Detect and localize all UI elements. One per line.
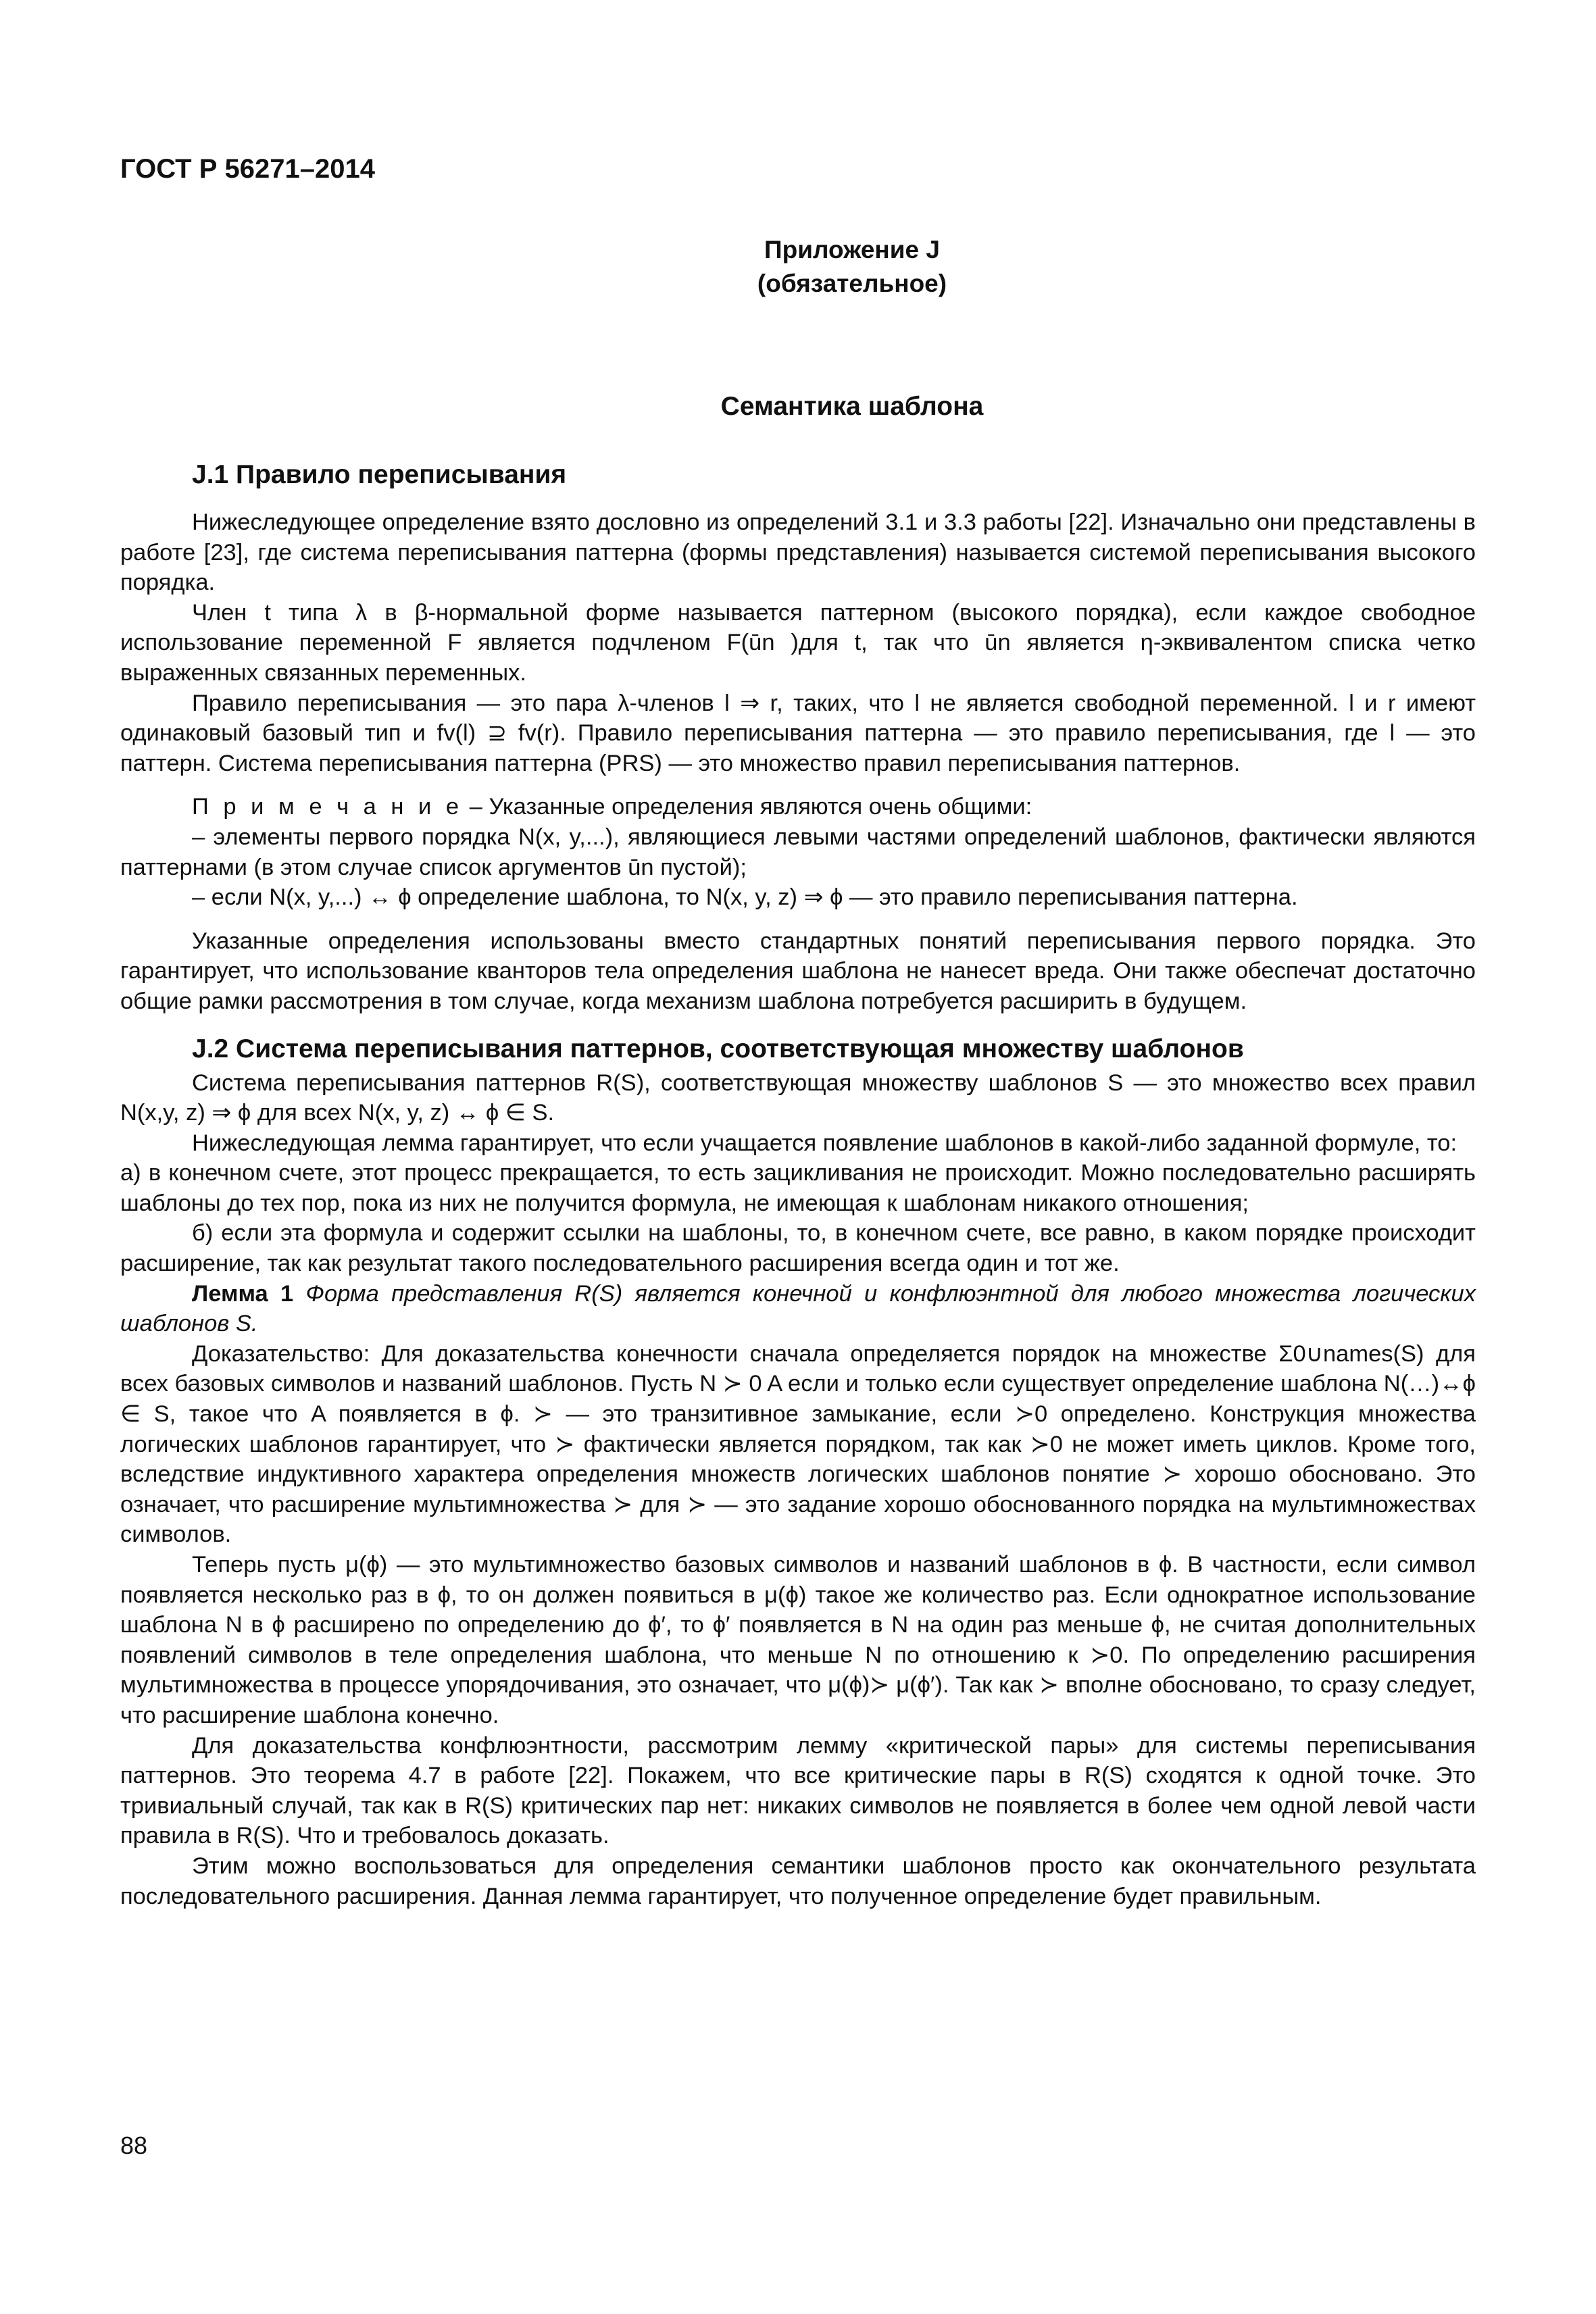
lemma (120, 1279, 1476, 1339)
paragraph: Этим можно воспользоваться для определения семантики шаблонов просто как окончательного результата последовательного расширения. Данная лемма гарантирует, что полученное определение будет правильным. (120, 1853, 1476, 1909)
paragraph: Теперь пусть μ(ϕ) — это мультимножество базовых символов и названий шаблонов в ϕ. В частности, если символ появляется несколько раз в ϕ, то он должен появиться в μ(ϕ) такое же количество раз. Если однократное использование шаблона N в ϕ расширено по определению до ϕ′, то ϕ′ появляется в N на один раз меньше ϕ, не считая дополнительных появлений символов в теле определения шаблона, что меньше N по отношению к ≻0. По определению расширения мультимножества в процессе упорядочивания, это означает, что μ(ϕ)≻ μ(ϕ′). Так как ≻ вполне обосновано, то сразу следует, что расширение шаблона конечно. (120, 1552, 1476, 1728)
lemma-label: Лемма 1 (192, 1280, 294, 1307)
paragraph: Член t типа λ в β-нормальной форме называется паттерном (высокого порядка), если каждое свободное использование переменной F является подчленом F(ūn )для t, так что ūn является η-эквивалентом списка четко выраженных связанных переменных. (120, 599, 1476, 686)
paragraph: Система переписывания паттернов R(S), соответствующая множеству шаблонов S — это множество всех правил N(x,y, z) ⇒ ϕ для всех N(x, y, z) ↔ ϕ ∈ S. (120, 1070, 1476, 1126)
note-text: – Указанные определения являются очень общими: (463, 794, 1032, 820)
annex-heading (0, 233, 1596, 301)
section-heading-j2: J.2 Система переписывания паттернов, соответствующая множеству шаблонов (192, 1034, 1244, 1063)
document-body (120, 456, 1476, 1911)
list-item: а) в конечном счете, этот процесс прекращается, то есть зацикливания не происходит. Можно последовательно расширять шаблоны до тех пор, пока из них не получится формула, не имеющая к шаблонам никакого отношения; (120, 1160, 1476, 1216)
note (120, 792, 1476, 822)
section-heading-j1: J.1 Правило переписывания (192, 460, 567, 489)
page-number: 88 (120, 2132, 148, 2159)
page-title: Семантика шаблона (720, 392, 984, 421)
paragraph: Нижеследующая лемма гарантирует, что если учащается появление шаблонов в какой-либо заданной формуле, то: (192, 1130, 1457, 1156)
annex-status: (обязательное) (757, 270, 947, 297)
paragraph: Указанные определения использованы вместо стандартных понятий переписывания первого порядка. Это гарантирует, что использование кванторов тела определения шаблона не нанесет вреда. Они также обеспечат достаточно общие рамки рассмотрения в том случае, когда механизм шаблона потребуется расширить в будущем. (120, 928, 1476, 1014)
list-item: б) если эта формула и содержит ссылки на шаблоны, то, в конечном счете, все равно, в каком порядке происходит расширение, так как результат такого последовательного расширения всегда один и тот же. (120, 1220, 1476, 1277)
annex-title: Приложение J (764, 236, 940, 263)
note-item: – элементы первого порядка N(x, y,...), являющиеся левыми частями определений шаблонов, фактически являются паттернами (в этом случае список аргументов ūn пустой); (120, 824, 1476, 880)
note-item: – если N(x, y,...) ↔ ϕ определение шаблона, то N(x, y, z) ⇒ ϕ — это правило переписывания паттерна. (192, 884, 1298, 911)
paragraph: Доказательство: Для доказательства конечности сначала определяется порядок на множестве Σ0∪names(S) для всех базовых символов и названий шаблонов. Пусть N ≻ 0 A если и только если существует определение шаблона N(…)↔ϕ ∈ S, такое что A появляется в ϕ. ≻ — это транзитивное замыкание, если ≻0 определено. Конструкция множества логических шаблонов гарантирует, что ≻ фактически является порядком, так как ≻0 не может иметь циклов. Кроме того, вследствие индуктивного характера определения множеств логических шаблонов понятие ≻ хорошо обосновано. Это означает, что расширение мультимножества ≻ для ≻ — это задание хорошо обоснованного порядка на мультимножествах символов. (120, 1340, 1476, 1548)
lemma-text: Форма представления R(S) является конечной и конфлюэнтной для любого множества логических шаблонов S. (120, 1280, 1476, 1337)
paragraph: Для доказательства конфлюэнтности, рассмотрим лемму «критической пары» для системы переписывания паттернов. Это теорема 4.7 в работе [22]. Покажем, что все критические пары в R(S) сходятся к одной точке. Это тривиальный случай, так как в R(S) критических пар нет: никаких символов не появляется в более чем одной левой части правила в R(S). Что и требовалось доказать. (120, 1732, 1476, 1849)
document-id: ГОСТ Р 56271–2014 (120, 154, 375, 184)
paragraph: Правило переписывания — это пара λ-членов l ⇒ r, таких, что l не является свободной переменной. l и r имеют одинаковый базовый тип и fv(l) ⊇ fv(r). Правило переписывания паттерна — это правило переписывания, где l — это паттерн. Система переписывания паттерна (PRS) — это множество правил переписывания паттернов. (120, 690, 1476, 776)
note-label: П р и м е ч а н и е (192, 794, 464, 820)
paragraph: Нижеследующее определение взято дословно из определений 3.1 и 3.3 работы [22]. Изначально они представлены в работе [23], где система переписывания паттерна (формы представления) называется системой переписывания высокого порядка. (120, 509, 1476, 596)
